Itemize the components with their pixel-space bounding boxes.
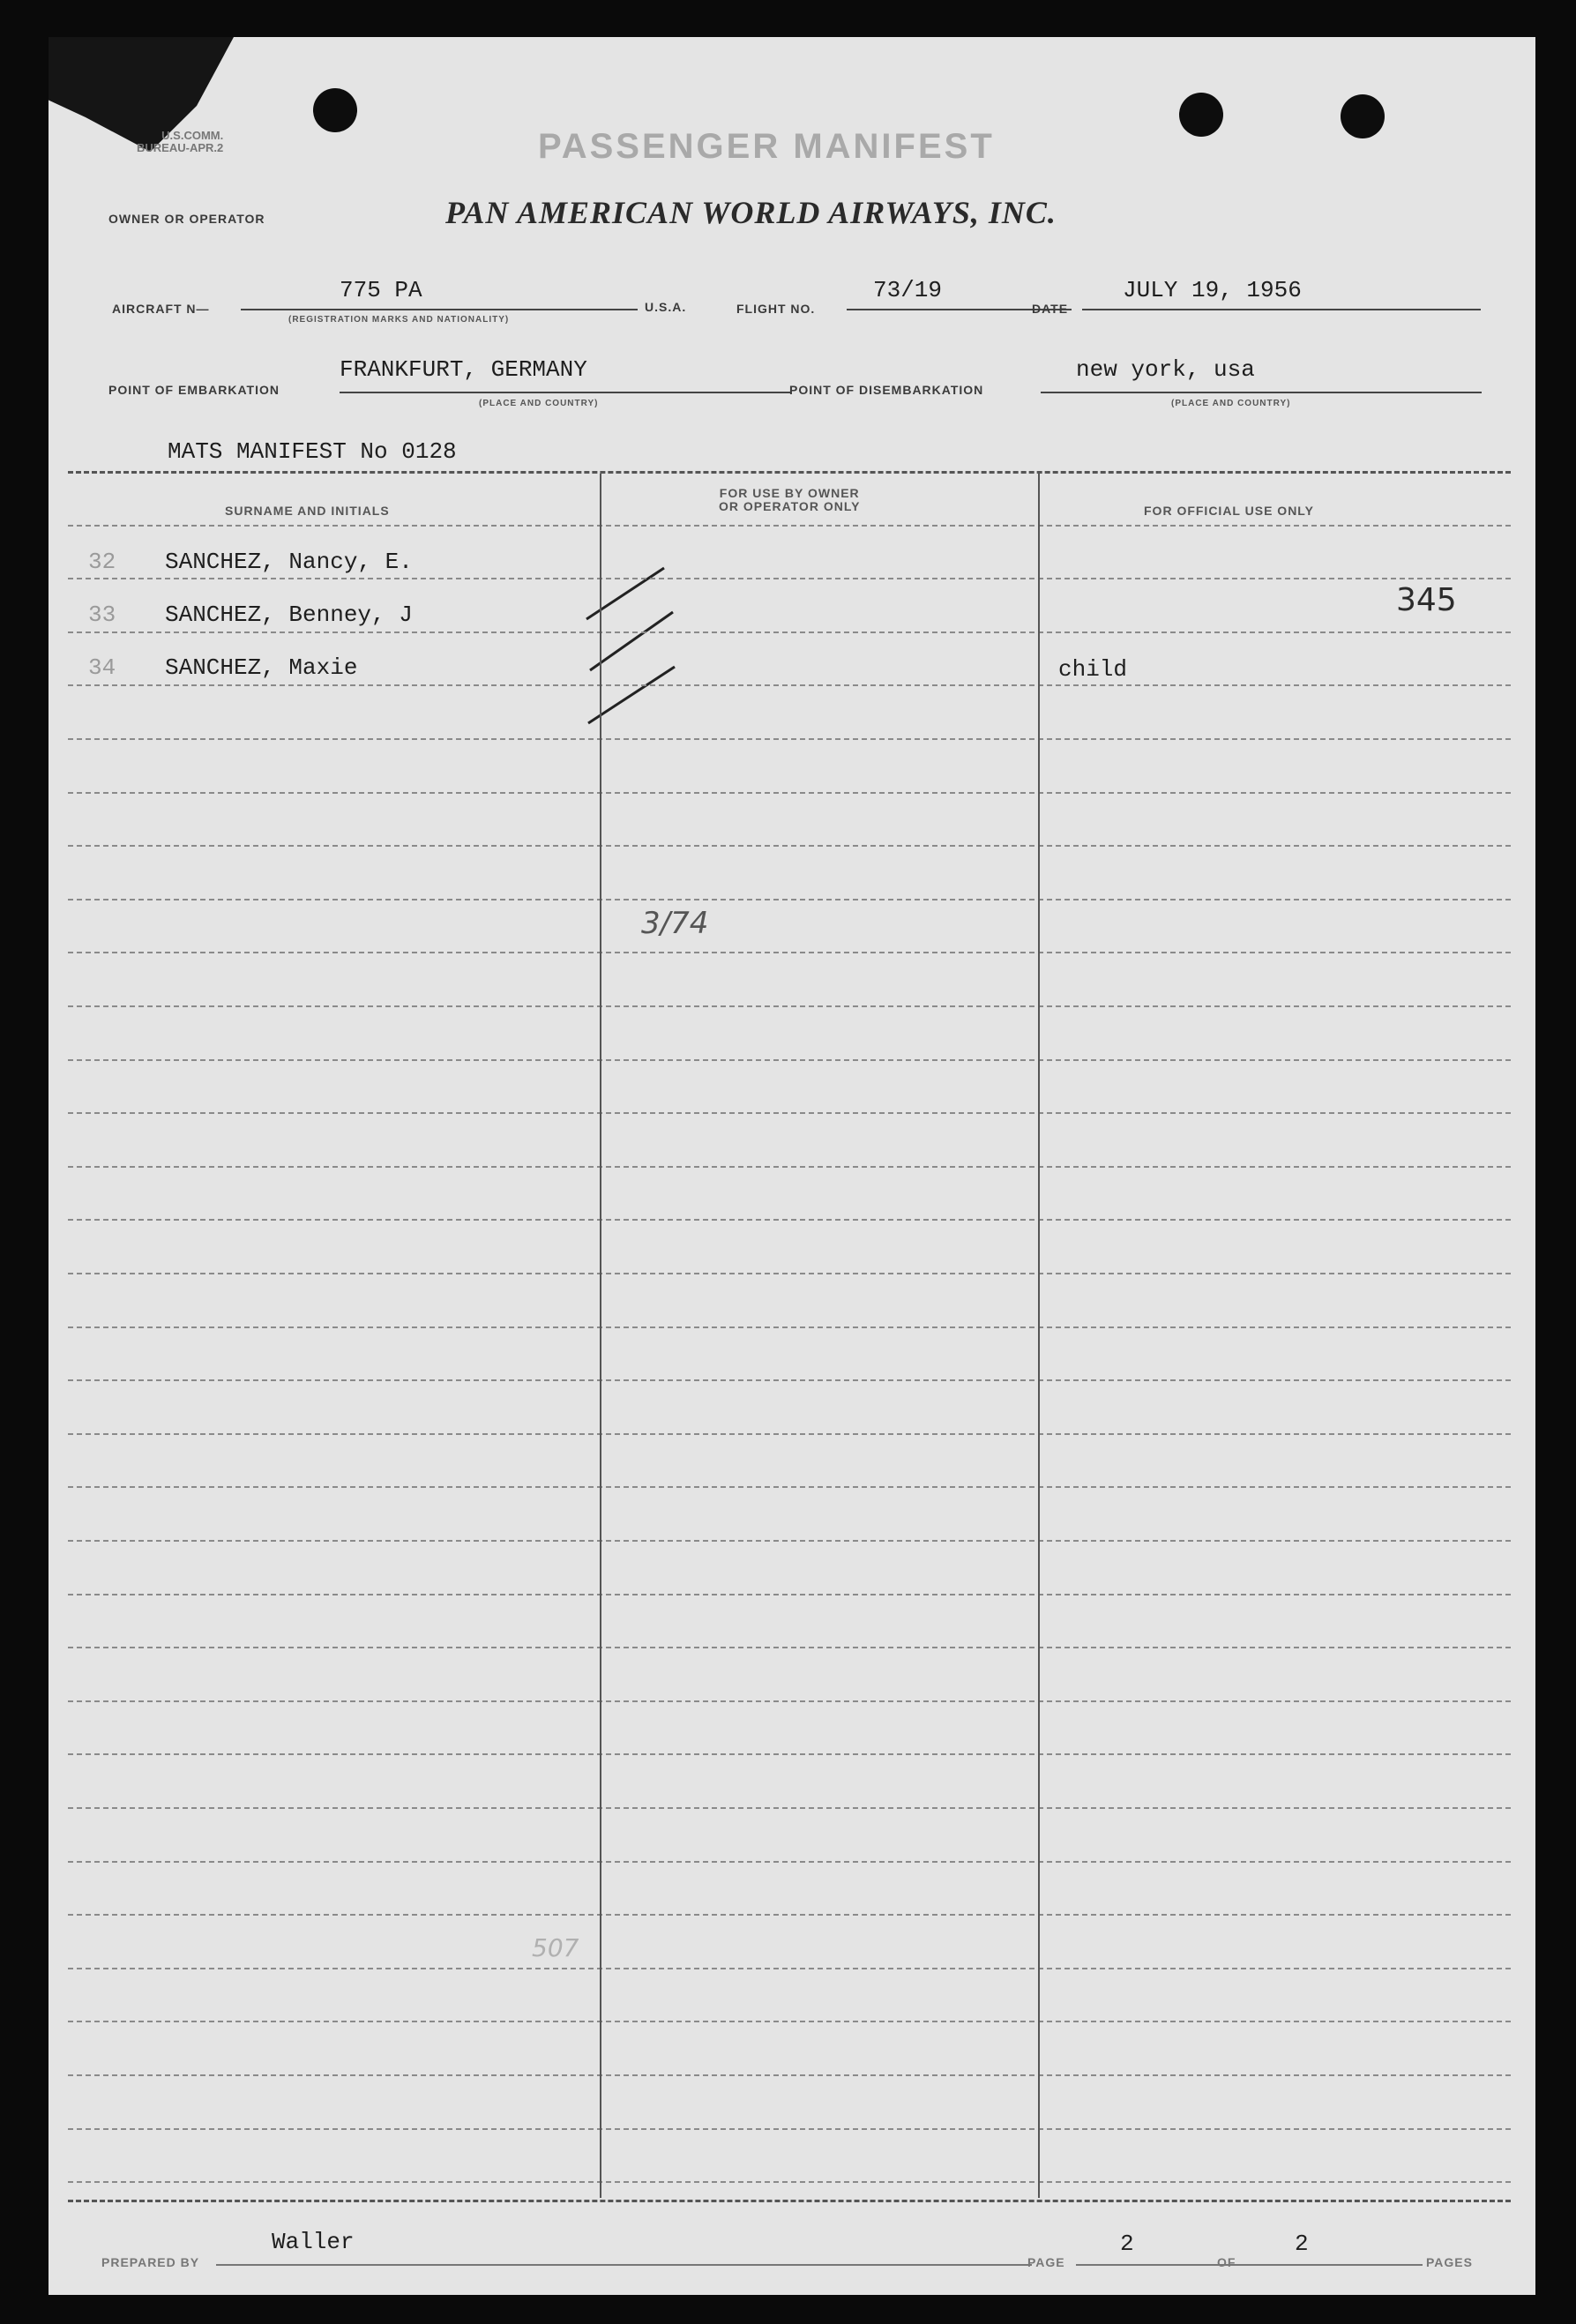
disembarkation-subcaption: (PLACE AND COUNTRY) bbox=[1171, 399, 1291, 408]
column-header-official-use: FOR OFFICIAL USE ONLY bbox=[1144, 504, 1314, 518]
punch-hole-right bbox=[1341, 94, 1385, 138]
ruled-line bbox=[68, 2074, 1511, 2076]
ruled-line bbox=[68, 1594, 1511, 1595]
prepared-by-label: PREPARED BY bbox=[101, 2255, 200, 2269]
ruled-line bbox=[68, 1700, 1511, 1702]
of-label: OF bbox=[1217, 2255, 1236, 2269]
bottom-rule bbox=[68, 2200, 1511, 2202]
ruled-line bbox=[68, 845, 1511, 847]
owner-label: OWNER OR OPERATOR bbox=[108, 212, 265, 226]
prepared-by-underline bbox=[216, 2264, 1032, 2266]
pages-label: PAGES bbox=[1426, 2255, 1473, 2269]
form-title: PASSENGER MANIFEST bbox=[538, 127, 995, 166]
ruled-line bbox=[68, 1219, 1511, 1221]
company-name: PAN AMERICAN WORLD AIRWAYS, INC. bbox=[445, 195, 1057, 230]
ruled-line bbox=[68, 1273, 1511, 1274]
ruled-line bbox=[68, 1166, 1511, 1168]
ruled-line bbox=[68, 738, 1511, 740]
ruled-line bbox=[68, 899, 1511, 900]
ruled-line bbox=[68, 1647, 1511, 1648]
prepared-by-value: Waller bbox=[272, 2229, 355, 2255]
ruled-line bbox=[68, 1807, 1511, 1809]
column-divider-left bbox=[600, 474, 601, 2198]
embarkation-subcaption: (PLACE AND COUNTRY) bbox=[479, 399, 599, 408]
ruled-line bbox=[68, 525, 1511, 527]
disembarkation-underline bbox=[1041, 392, 1482, 393]
ruled-line bbox=[68, 792, 1511, 794]
total-pages: 2 bbox=[1295, 2231, 1309, 2257]
of-underline bbox=[1246, 2264, 1423, 2266]
ruled-line bbox=[68, 1433, 1511, 1435]
corner-stamp-line1: U.S.COMM. bbox=[161, 129, 224, 142]
ruled-line bbox=[68, 1540, 1511, 1542]
passenger-number: 32 bbox=[88, 549, 116, 575]
aircraft-underline bbox=[241, 309, 638, 310]
faint-handwritten-note: 507 bbox=[532, 1933, 579, 1962]
ruled-line bbox=[68, 1968, 1511, 1969]
punch-hole-left bbox=[313, 88, 357, 132]
column-header-owner-use bbox=[719, 487, 860, 513]
official-number-annotation: 345 bbox=[1396, 582, 1457, 618]
passenger-name: SANCHEZ, Nancy, E. bbox=[165, 549, 413, 575]
ruled-line bbox=[68, 2021, 1511, 2022]
passenger-official-note: child bbox=[1058, 656, 1128, 683]
ruled-line bbox=[68, 578, 1511, 579]
ruled-line bbox=[68, 1486, 1511, 1488]
embarkation-value: FRANKFURT, GERMANY bbox=[340, 356, 587, 383]
ruled-line bbox=[68, 684, 1511, 686]
registration-subcaption: (REGISTRATION MARKS AND NATIONALITY) bbox=[288, 315, 510, 325]
disembarkation-label: POINT OF DISEMBARKATION bbox=[789, 383, 984, 397]
aircraft-value: 775 PA bbox=[340, 277, 422, 303]
punch-hole-middle bbox=[1179, 93, 1223, 137]
embarkation-label: POINT OF EMBARKATION bbox=[108, 383, 280, 397]
ruled-line bbox=[68, 1753, 1511, 1755]
ruled-line bbox=[68, 471, 1511, 474]
column-divider-right bbox=[1038, 474, 1040, 2198]
ruled-line bbox=[68, 952, 1511, 953]
page-label: PAGE bbox=[1027, 2255, 1065, 2269]
manifest-number: MATS MANIFEST No 0128 bbox=[168, 438, 457, 465]
ruled-line bbox=[68, 1326, 1511, 1328]
tick-marks-icon bbox=[578, 513, 772, 743]
disembarkation-value: new york, usa bbox=[1076, 356, 1255, 383]
ruled-line bbox=[68, 1112, 1511, 1114]
owner-use-line2: OR OPERATOR ONLY bbox=[719, 499, 861, 513]
passenger-name: SANCHEZ, Benney, J bbox=[165, 602, 413, 628]
ruled-line bbox=[68, 1005, 1511, 1007]
date-underline bbox=[1082, 309, 1481, 310]
middle-handwritten-note: 3/74 bbox=[641, 906, 709, 941]
ruled-line bbox=[68, 1861, 1511, 1863]
date-label: DATE bbox=[1032, 302, 1069, 316]
ruled-line bbox=[68, 2181, 1511, 2183]
owner-use-line1: FOR USE BY OWNER bbox=[719, 486, 860, 500]
ruled-line bbox=[68, 631, 1511, 633]
usa-label: U.S.A. bbox=[645, 300, 687, 314]
ruled-line bbox=[68, 1914, 1511, 1916]
embarkation-underline bbox=[340, 392, 791, 393]
date-value: JULY 19, 1956 bbox=[1123, 277, 1302, 303]
ruled-line bbox=[68, 2128, 1511, 2130]
passenger-number: 34 bbox=[88, 654, 116, 681]
page-number: 2 bbox=[1120, 2231, 1134, 2257]
ruled-line bbox=[68, 1059, 1511, 1061]
aircraft-label: AIRCRAFT N— bbox=[112, 302, 210, 316]
corner-stamp-line2: BUREAU-APR.2 bbox=[137, 141, 224, 154]
manifest-sheet bbox=[49, 37, 1535, 2295]
column-header-surname: SURNAME AND INITIALS bbox=[225, 504, 390, 518]
corner-stamp bbox=[137, 130, 223, 154]
passenger-number: 33 bbox=[88, 602, 116, 628]
flight-label: FLIGHT NO. bbox=[736, 302, 816, 316]
flight-value: 73/19 bbox=[873, 277, 943, 303]
passenger-name: SANCHEZ, Maxie bbox=[165, 654, 358, 681]
ruled-line bbox=[68, 1379, 1511, 1381]
